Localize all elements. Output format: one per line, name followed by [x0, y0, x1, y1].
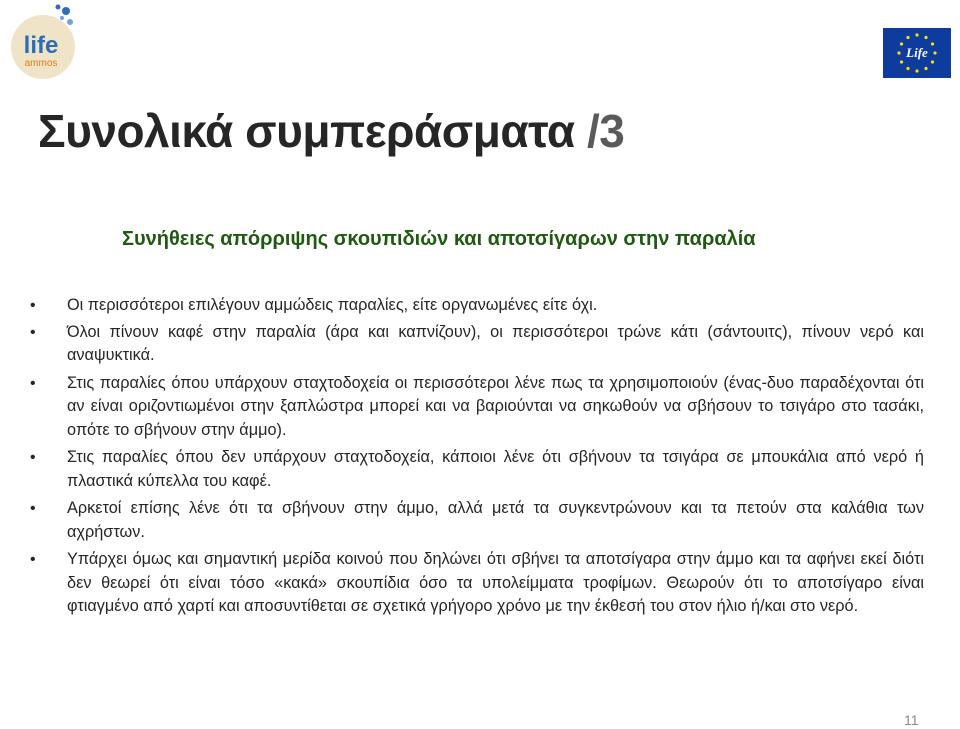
bullet-text: Υπάρχει όμως και σημαντική μερίδα κοινού που δηλώνει ότι σβήνει τα αποτσίγαρα στην άμμο και τα αφήνει εκεί διότι δεν θεωρεί ότι είναι τόσο «κακά» σκουπίδια όσο τα υπολείμματα τροφίμων. Θεωρούν ότι το αποτσίγαρο είναι φτιαγμένο από χαρτί και αποσυντίθεται σε σχετικά γρήγορο χρόνο με την έκθεσή του στον ήλιο ή/και στο νερό.: [67, 550, 924, 615]
life-text: life: [23, 32, 59, 59]
life-ammos-logo: [8, 2, 78, 82]
slide-title: [38, 104, 624, 158]
ammos-text: ammos: [24, 58, 58, 69]
eu-life-logo: [883, 28, 951, 78]
bullet-icon: •: [30, 374, 36, 392]
bullet-item: [30, 372, 924, 443]
bullet-icon: •: [30, 297, 36, 314]
title-suffix: /3: [586, 105, 625, 157]
bullet-list: [30, 294, 924, 619]
bullet-text: Στις παραλίες όπου δεν υπάρχουν σταχτοδοχεία, κάποιοι λένε ότι σβήνουν τα τσιγάρα σε μπουκάλια από νερό ή πλαστικά κύπελλα του καφέ.: [67, 448, 924, 490]
page-number: 11: [904, 712, 919, 728]
slide-subtitle: Συνήθειες απόρριψης σκουπιδιών και αποτσίγαρων στην παραλία: [122, 228, 756, 250]
bullet-icon: •: [30, 449, 36, 466]
title-main: Συνολικά συμπεράσματα: [38, 105, 575, 157]
bullet-item: [30, 548, 924, 619]
bullet-text: Στις παραλίες όπου υπάρχουν σταχτοδοχεία οι περισσότεροι λένε πως τα χρησιμοποιούν (ένας-δυο παραδέχονται ότι αν είναι οριζοντιωμένοι στην ξαπλώστρα μπορεί και να βαριούνται να σηκωθούν να σβήσουν το τσιγάρο στο τασάκι, οπότε το σβήνουν στην άμμο).: [67, 373, 924, 439]
bullet-text: Όλοι πίνουν καφέ στην παραλία (άρα και καπνίζουν), οι περισσότεροι τρώνε κάτι (σάντουιτς), πίνουν νερό και αναψυκτικά.: [67, 322, 924, 364]
bullet-item: [30, 446, 924, 493]
bullet-text: Αρκετοί επίσης λένε ότι τα σβήνουν στην άμμο, αλλά μετά τα συγκεντρώνουν και τα πετούν στα καλάθια των αχρήστων.: [67, 499, 924, 541]
bullet-icon: •: [30, 551, 36, 568]
bullet-icon: •: [30, 323, 36, 341]
eu-life-text: Life: [906, 45, 928, 60]
bullet-text: Οι περισσότεροι επιλέγουν αμμώδεις παραλίες, είτε οργανωμένες είτε όχι.: [67, 296, 598, 314]
bullet-item: [30, 497, 924, 544]
bullet-item: [30, 294, 924, 318]
bullet-item: [30, 321, 924, 368]
bullet-icon: •: [30, 500, 36, 517]
